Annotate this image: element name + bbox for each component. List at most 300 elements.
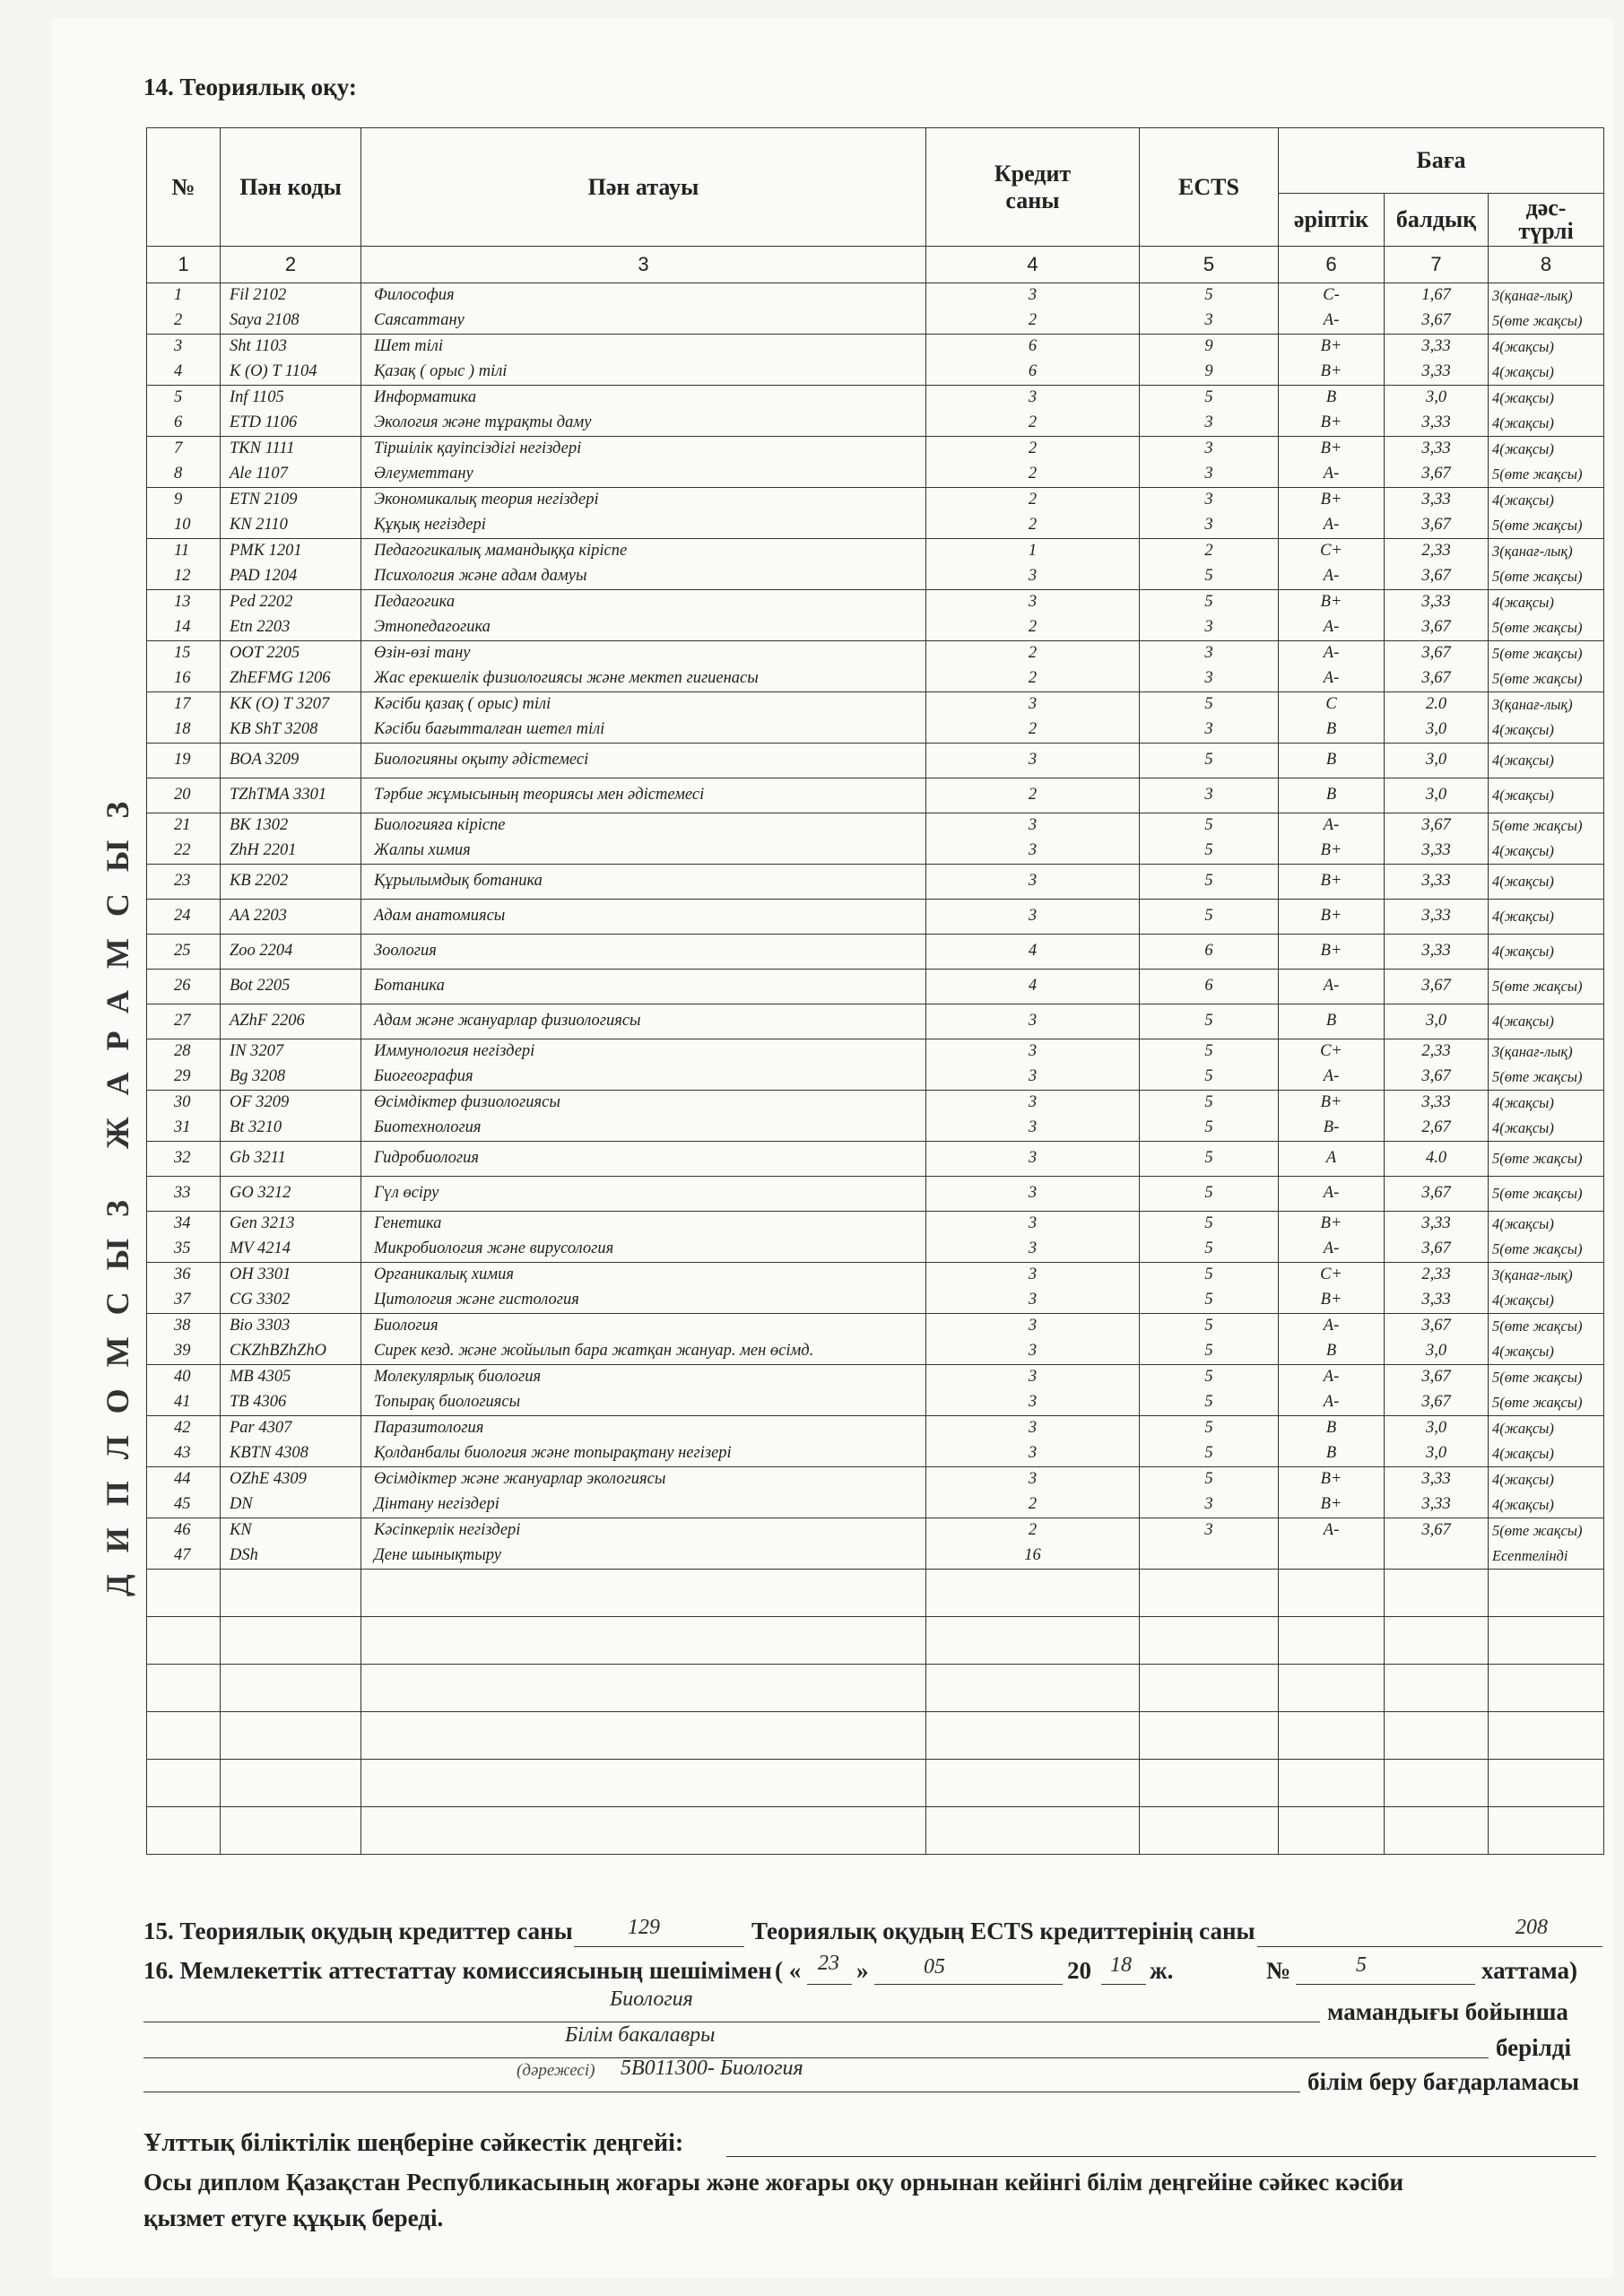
letter-grade: B <box>1325 751 1337 769</box>
specialty-value: Биология <box>610 1987 693 2011</box>
course-name: Педагогика <box>374 593 456 611</box>
letter-grade: A- <box>1323 618 1340 636</box>
course-code: AZhF 2206 <box>230 1012 305 1030</box>
course-name-cell <box>361 692 926 744</box>
letter-grade: A- <box>1323 977 1340 995</box>
traditional-grade: 4(жақсы) <box>1492 1343 1554 1360</box>
row-number: 40 <box>174 1368 191 1386</box>
course-name-cell <box>361 437 926 488</box>
traditional-grade-cell <box>1489 1467 1604 1518</box>
points-grade-cell <box>1385 1177 1489 1212</box>
ects-value: 5 <box>1204 1317 1213 1335</box>
course-code: KBTN 4308 <box>230 1444 308 1462</box>
credits-value-cell <box>926 641 1140 692</box>
ects-value-cell <box>1140 778 1279 813</box>
column-index-cell: 1 <box>147 247 221 283</box>
ects-value: 3 <box>1204 720 1213 738</box>
letter-grade: A- <box>1323 1067 1340 1085</box>
letter-grade: A- <box>1323 669 1340 687</box>
letter-grade-cell <box>1279 1314 1385 1365</box>
letter-grade: B+ <box>1320 593 1342 611</box>
ects-value: 3 <box>1204 1495 1213 1513</box>
row-number: 32 <box>174 1149 191 1167</box>
row-number-cell <box>147 1212 221 1263</box>
degree-hint: (дәрежесі) <box>517 2061 595 2080</box>
rights-text-1: Осы диплом Қазақстан Республикасының жоғары және жоғары оқу орнынан кейінгі білім деңгейіне сәйкес кәсіби <box>143 2169 1404 2196</box>
letter-grade-cell <box>1279 813 1385 865</box>
ects-value-cell <box>1140 1142 1279 1177</box>
ects-value: 3 <box>1204 516 1213 534</box>
course-name: Зоология <box>374 942 437 960</box>
credits-value-cell <box>926 1004 1140 1039</box>
traditional-grade-cell <box>1489 641 1604 692</box>
row-number-cell <box>147 1518 221 1570</box>
traditional-grade: 5(өте жақсы) <box>1492 1394 1583 1411</box>
letter-grade: B+ <box>1320 1495 1342 1513</box>
credits-value: 3 <box>1028 1444 1038 1462</box>
ects-value: 5 <box>1204 1042 1213 1060</box>
letter-grade-cell <box>1279 488 1385 539</box>
points-grade: 3,33 <box>1421 1470 1451 1488</box>
course-code: K (O) T 1104 <box>230 362 317 380</box>
line16-end: хаттама) <box>1481 1957 1577 1984</box>
course-name-cell <box>361 970 926 1004</box>
points-grade-cell <box>1385 1518 1489 1570</box>
course-name: Педагогикалық мамандыққа кіріспе <box>374 542 628 560</box>
header-grade: Баға <box>1279 128 1604 194</box>
row-number-cell <box>147 283 221 335</box>
year-underline <box>1101 1984 1146 1985</box>
traditional-grade: 4(жақсы) <box>1492 943 1554 960</box>
row-number: 1 <box>174 286 183 304</box>
row-number: 6 <box>174 413 183 431</box>
table-row <box>147 1467 1604 1518</box>
ects-value: 5 <box>1204 1093 1213 1111</box>
table-row <box>147 1091 1604 1142</box>
course-code-cell <box>221 1314 361 1365</box>
course-name: Этнопедагогика <box>374 618 491 636</box>
points-grade: 3,0 <box>1425 720 1447 738</box>
course-name-cell <box>361 335 926 386</box>
specialty-label: мамандығы бойынша <box>1327 1998 1568 2025</box>
row-number: 14 <box>174 618 191 636</box>
row-number-cell <box>147 1142 221 1177</box>
ects-value-cell <box>1140 1091 1279 1142</box>
empty-cell <box>221 1807 361 1855</box>
course-code-cell <box>221 1039 361 1091</box>
ects-value-cell <box>1140 590 1279 641</box>
degree-label: берілді <box>1496 2034 1571 2061</box>
points-grade-cell <box>1385 1416 1489 1467</box>
table-row <box>147 813 1604 865</box>
ects-value: 5 <box>1204 1149 1213 1167</box>
course-code: OZhE 4309 <box>230 1470 307 1488</box>
empty-cell <box>1279 1617 1385 1665</box>
traditional-grade-cell <box>1489 590 1604 641</box>
table-row <box>147 1177 1604 1212</box>
course-name: Экология және тұрақты даму <box>374 413 592 431</box>
table-row <box>147 970 1604 1004</box>
line16-year-suffix: ж. <box>1150 1957 1174 1984</box>
table-row <box>147 744 1604 778</box>
letter-grade: A- <box>1323 311 1340 329</box>
row-number-cell <box>147 692 221 744</box>
row-number: 37 <box>174 1291 191 1309</box>
traditional-grade: 4(жақсы) <box>1492 1496 1554 1513</box>
ects-value: 5 <box>1204 816 1213 834</box>
course-name: Философия <box>374 286 455 304</box>
row-number-cell <box>147 865 221 900</box>
credits-value: 2 <box>1028 618 1038 636</box>
letter-grade-cell <box>1279 1091 1385 1142</box>
header-traditional: дәс- түрлі <box>1489 194 1604 247</box>
watermark-sidebar: ДИПЛОМСЫЗ ЖАРАМСЫЗ <box>100 779 135 1597</box>
letter-grade: C+ <box>1320 542 1342 560</box>
empty-cell <box>1140 1617 1279 1665</box>
credits-value: 3 <box>1028 1149 1038 1167</box>
points-grade: 2,33 <box>1421 542 1451 560</box>
credits-value-cell <box>926 1039 1140 1091</box>
course-name: Кәсіпкерлік негіздері <box>374 1521 521 1539</box>
letter-grade: B+ <box>1320 413 1342 431</box>
letter-grade: B+ <box>1320 841 1342 859</box>
points-grade-cell <box>1385 1314 1489 1365</box>
table-row <box>147 539 1604 590</box>
empty-cell <box>221 1665 361 1712</box>
course-name: Құқық негіздері <box>374 516 486 534</box>
ects-value: 3 <box>1204 669 1213 687</box>
course-code: Bio 3303 <box>230 1317 291 1335</box>
row-number: 12 <box>174 567 191 585</box>
empty-cell <box>1140 1665 1279 1712</box>
course-code: Sht 1103 <box>230 337 287 355</box>
letter-grade: B+ <box>1320 1470 1342 1488</box>
credits-value: 3 <box>1028 1118 1038 1136</box>
line15-credits: 129 <box>628 1916 660 1939</box>
letter-grade: B <box>1325 388 1337 406</box>
line16-no-label: № <box>1266 1957 1291 1984</box>
course-code: TZhTMA 3301 <box>230 786 327 804</box>
course-code-cell <box>221 386 361 437</box>
credits-value-cell <box>926 1467 1140 1518</box>
ects-value-cell <box>1140 865 1279 900</box>
course-name: Өсімдіктер физиологиясы <box>374 1093 560 1111</box>
row-number: 27 <box>174 1012 191 1030</box>
letter-grade-cell <box>1279 1212 1385 1263</box>
traditional-grade: 4(жақсы) <box>1492 1119 1554 1136</box>
course-name: Ботаника <box>374 977 445 995</box>
ects-value: 5 <box>1204 1214 1213 1232</box>
table-row <box>147 1314 1604 1365</box>
course-code: ZhH 2201 <box>230 841 297 859</box>
row-number: 8 <box>174 465 183 483</box>
credits-value: 2 <box>1028 465 1038 483</box>
points-grade-cell <box>1385 865 1489 900</box>
row-number: 3 <box>174 337 183 355</box>
row-number: 34 <box>174 1214 191 1232</box>
table-row <box>147 1004 1604 1039</box>
course-name-cell <box>361 1004 926 1039</box>
empty-cell <box>147 1712 221 1760</box>
credits-value-cell <box>926 900 1140 935</box>
course-code-cell <box>221 1142 361 1177</box>
traditional-grade-cell <box>1489 1091 1604 1142</box>
credits-value: 3 <box>1028 1093 1038 1111</box>
points-grade: 3,67 <box>1421 816 1451 834</box>
ects-value <box>1140 1544 1278 1569</box>
row-number: 2 <box>174 311 183 329</box>
course-name-cell <box>361 778 926 813</box>
letter-grade: B+ <box>1320 872 1342 890</box>
points-grade-cell <box>1385 1039 1489 1091</box>
protocol-underline <box>1296 1984 1475 1985</box>
points-grade: 3,67 <box>1421 644 1451 662</box>
letter-grade: C <box>1325 695 1337 713</box>
traditional-grade: 4(жақсы) <box>1492 752 1554 769</box>
course-code: KB 2202 <box>230 872 289 890</box>
credits-value-cell <box>926 488 1140 539</box>
course-code: KN <box>230 1521 252 1539</box>
course-code: KB ShT 3208 <box>230 720 318 738</box>
points-grade-cell <box>1385 335 1489 386</box>
course-name-cell <box>361 1212 926 1263</box>
letter-grade-cell <box>1279 1177 1385 1212</box>
header-credits: Кредит саны <box>926 128 1140 247</box>
row-number: 47 <box>174 1546 191 1564</box>
ects-value-cell <box>1140 1467 1279 1518</box>
table-row <box>147 488 1604 539</box>
header-num: № <box>147 128 221 247</box>
table-row <box>147 590 1604 641</box>
credits-value-cell <box>926 1263 1140 1314</box>
letter-grade-cell <box>1279 641 1385 692</box>
points-grade: 3,67 <box>1421 516 1451 534</box>
column-index-cell: 5 <box>1140 247 1279 283</box>
ects-value: 5 <box>1204 1265 1213 1283</box>
course-code: PMK 1201 <box>230 542 302 560</box>
empty-cell <box>1279 1807 1385 1855</box>
points-grade-cell <box>1385 1212 1489 1263</box>
traditional-grade-cell <box>1489 813 1604 865</box>
row-number: 20 <box>174 786 191 804</box>
credits-value-cell <box>926 386 1140 437</box>
credits-value: 3 <box>1028 1012 1038 1030</box>
ects-value: 5 <box>1204 1470 1213 1488</box>
traditional-grade-cell <box>1489 970 1604 1004</box>
course-code-cell <box>221 437 361 488</box>
points-grade: 3,67 <box>1421 1239 1451 1257</box>
course-name: Биологияға кіріспе <box>374 816 506 834</box>
course-name: Биогеография <box>374 1067 473 1085</box>
points-grade-cell <box>1385 1467 1489 1518</box>
row-number-cell <box>147 1263 221 1314</box>
letter-grade: B+ <box>1320 1291 1342 1309</box>
letter-grade: A- <box>1323 1393 1340 1411</box>
line16-day: 23 <box>818 1952 839 1975</box>
table-row <box>147 1416 1604 1467</box>
empty-cell <box>1279 1712 1385 1760</box>
ects-value-cell <box>1140 1263 1279 1314</box>
points-grade: 3,33 <box>1421 1291 1451 1309</box>
column-index-cell: 7 <box>1385 247 1489 283</box>
ects-value: 3 <box>1204 413 1213 431</box>
letter-grade: A- <box>1323 1521 1340 1539</box>
course-name: Органикалық химия <box>374 1265 514 1283</box>
letter-grade-cell <box>1279 386 1385 437</box>
header-letter: әріптік <box>1279 194 1385 247</box>
column-index-cell: 6 <box>1279 247 1385 283</box>
traditional-grade: 5(өте жақсы) <box>1492 670 1583 687</box>
traditional-grade: 4(жақсы) <box>1492 491 1554 509</box>
letter-grade-cell <box>1279 335 1385 386</box>
letter-grade <box>1279 1544 1384 1569</box>
empty-cell <box>361 1570 926 1617</box>
traditional-grade: 4(жақсы) <box>1492 908 1554 925</box>
line15-label: 15. Теориялық оқудың кредиттер саны <box>143 1918 573 1944</box>
degree-underline <box>143 2057 1489 2058</box>
traditional-grade-cell <box>1489 1004 1604 1039</box>
course-name: Молекулярлық биология <box>374 1368 542 1386</box>
credits-value: 3 <box>1028 751 1038 769</box>
course-name-cell <box>361 1091 926 1142</box>
course-name-cell <box>361 1518 926 1570</box>
course-code-cell <box>221 283 361 335</box>
points-grade: 3,67 <box>1421 1521 1451 1539</box>
course-name-cell <box>361 641 926 692</box>
ects-value-cell <box>1140 1212 1279 1263</box>
traditional-grade: 3(қанағ-лық) <box>1492 287 1573 304</box>
ects-value: 5 <box>1204 593 1213 611</box>
points-grade: 3,0 <box>1425 1419 1447 1437</box>
course-code: TKN 1111 <box>230 439 295 457</box>
row-number: 41 <box>174 1393 191 1411</box>
row-number: 19 <box>174 751 191 769</box>
empty-cell <box>926 1712 1140 1760</box>
empty-cell <box>1385 1712 1489 1760</box>
empty-cell <box>1279 1570 1385 1617</box>
credits-value: 3 <box>1028 1393 1038 1411</box>
letter-grade: B+ <box>1320 1214 1342 1232</box>
letter-grade: A- <box>1323 1317 1340 1335</box>
row-number: 43 <box>174 1444 191 1462</box>
points-grade: 3,33 <box>1421 1495 1451 1513</box>
column-index-cell: 8 <box>1489 247 1604 283</box>
row-number-cell <box>147 590 221 641</box>
empty-cell <box>1279 1665 1385 1712</box>
empty-cell <box>1489 1570 1604 1617</box>
course-code: GO 3212 <box>230 1184 291 1202</box>
points-grade: 3,67 <box>1421 311 1451 329</box>
row-number: 18 <box>174 720 191 738</box>
row-number: 7 <box>174 439 183 457</box>
course-code-cell <box>221 935 361 970</box>
traditional-grade-cell <box>1489 692 1604 744</box>
nqf-underline <box>726 2156 1596 2157</box>
ects-value: 5 <box>1204 286 1213 304</box>
course-code-cell <box>221 1263 361 1314</box>
traditional-grade-cell <box>1489 865 1604 900</box>
course-code: ETD 1106 <box>230 413 298 431</box>
course-name: Жалпы химия <box>374 841 471 859</box>
table-row <box>147 692 1604 744</box>
credits-value-cell <box>926 778 1140 813</box>
table-row <box>147 641 1604 692</box>
traditional-grade: 5(өте жақсы) <box>1492 817 1583 834</box>
letter-grade-cell <box>1279 590 1385 641</box>
credits-value: 3 <box>1028 286 1038 304</box>
ects-value-cell <box>1140 813 1279 865</box>
empty-cell <box>361 1807 926 1855</box>
row-number-cell <box>147 641 221 692</box>
ects-value-cell <box>1140 935 1279 970</box>
credits-value-cell <box>926 744 1140 778</box>
letter-grade: B- <box>1323 1118 1340 1136</box>
course-code: Fil 2102 <box>230 286 287 304</box>
course-code-cell <box>221 970 361 1004</box>
course-code-cell <box>221 1212 361 1263</box>
letter-grade: A <box>1325 1149 1337 1167</box>
letter-grade: B <box>1325 1444 1337 1462</box>
ects-value: 6 <box>1204 942 1213 960</box>
ects-value: 3 <box>1204 1521 1213 1539</box>
course-name: Цитология және гистология <box>374 1291 579 1309</box>
credits-value-cell <box>926 539 1140 590</box>
points-grade: 3,33 <box>1421 593 1451 611</box>
credits-value: 6 <box>1028 337 1038 355</box>
degree-value: Білім бакалавры <box>565 2023 716 2047</box>
ects-value-cell <box>1140 1518 1279 1570</box>
row-number: 4 <box>174 362 183 380</box>
empty-cell <box>361 1712 926 1760</box>
points-grade: 3,33 <box>1421 1093 1451 1111</box>
table-row <box>147 865 1604 900</box>
line15-ects-label: Теориялық оқудың ECTS кредиттерінің саны <box>751 1918 1255 1944</box>
ects-value: 5 <box>1204 1012 1213 1030</box>
points-grade: 3,0 <box>1425 1444 1447 1462</box>
credits-value: 3 <box>1028 593 1038 611</box>
ects-value: 3 <box>1204 644 1213 662</box>
empty-cell <box>1385 1617 1489 1665</box>
points-grade: 3,67 <box>1421 567 1451 585</box>
table-row <box>147 935 1604 970</box>
course-code-cell <box>221 488 361 539</box>
points-grade: 3,67 <box>1421 1393 1451 1411</box>
table-row <box>147 1263 1604 1314</box>
points-grade: 3,33 <box>1421 362 1451 380</box>
traditional-grade: 4(жақсы) <box>1492 1094 1554 1111</box>
course-name: Өсімдіктер және жануарлар экологиясы <box>374 1470 666 1488</box>
course-name: Жас ерекшелік физиологиясы және мектеп гигиенасы <box>374 669 759 687</box>
row-number: 30 <box>174 1093 191 1111</box>
traditional-grade: 4(жақсы) <box>1492 338 1554 355</box>
empty-row <box>147 1617 1604 1665</box>
empty-cell <box>1140 1807 1279 1855</box>
points-grade-cell <box>1385 970 1489 1004</box>
row-number-cell <box>147 437 221 488</box>
ects-value-cell <box>1140 335 1279 386</box>
points-grade-cell <box>1385 590 1489 641</box>
course-code-cell <box>221 1416 361 1467</box>
credits-value: 3 <box>1028 388 1038 406</box>
ects-value-cell <box>1140 1039 1279 1091</box>
traditional-grade-cell <box>1489 283 1604 335</box>
letter-grade-cell <box>1279 1365 1385 1416</box>
header-points: балдық <box>1385 194 1489 247</box>
row-number: 9 <box>174 491 183 509</box>
letter-grade: B+ <box>1320 439 1342 457</box>
row-number: 10 <box>174 516 191 534</box>
points-grade: 1,67 <box>1421 286 1451 304</box>
